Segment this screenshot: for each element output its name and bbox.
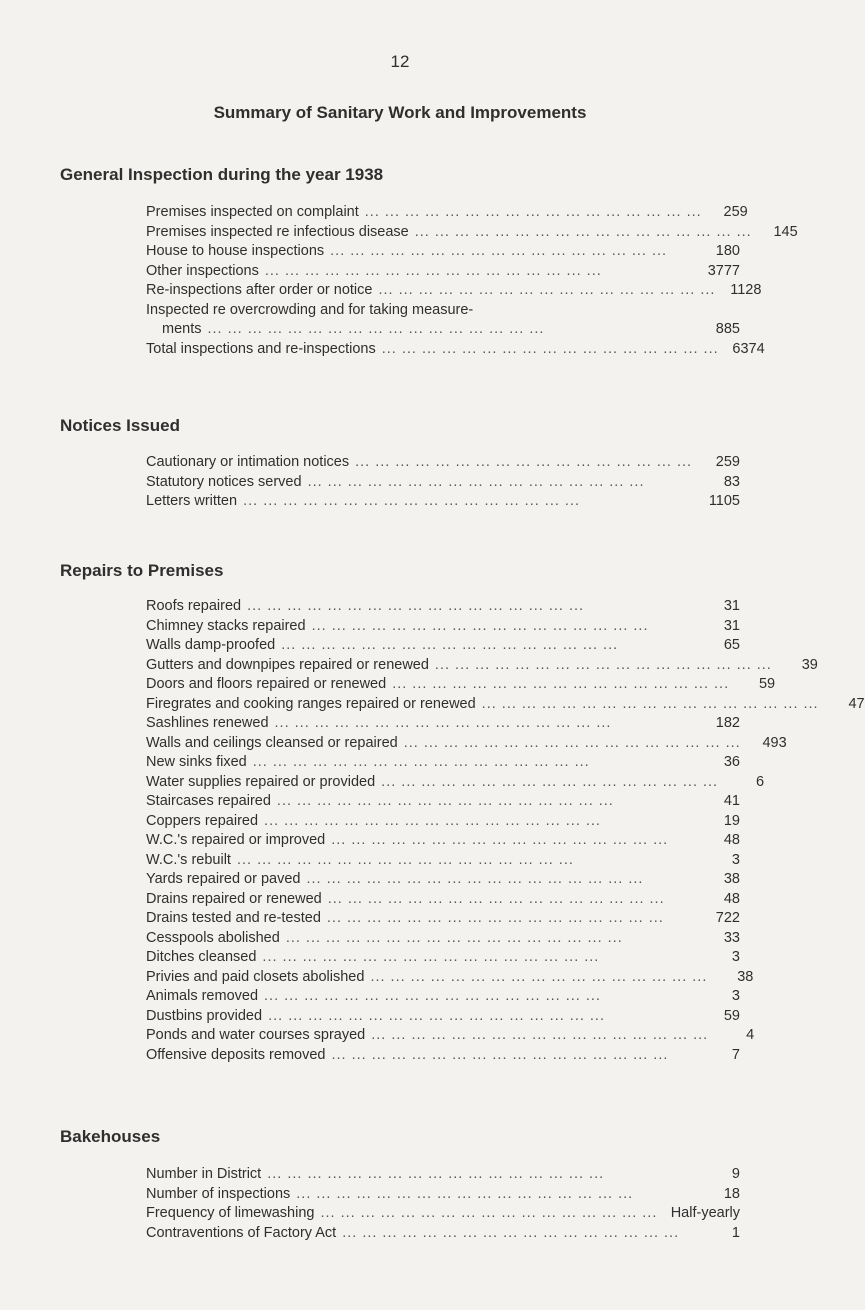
entry-label: Ponds and water courses sprayed <box>146 1027 366 1043</box>
entry-value: 9 <box>731 1166 740 1182</box>
entry-row <box>146 948 740 968</box>
entry-label: Cautionary or intimation notices <box>146 454 350 470</box>
entry-row <box>146 909 740 929</box>
dot-leader: ... ... ... ... ... ... ... ... ... ... ... ... ... ... ... ... ... <box>355 454 693 470</box>
entry-label: Drains tested and re-tested <box>146 910 321 926</box>
entry-row <box>146 1165 740 1185</box>
entry-value: 48 <box>723 890 740 907</box>
entry-list <box>146 597 865 1065</box>
entry-value: 1105 <box>708 493 740 509</box>
entry-value: 59 <box>758 676 776 692</box>
entry-value: 47 <box>848 695 865 712</box>
dot-leader: ... ... ... ... ... ... ... ... ... ... ... ... ... ... ... ... ... <box>236 851 574 868</box>
entry-row <box>146 1185 740 1205</box>
dot-leader: ... ... ... ... ... ... ... ... ... ... ... ... ... ... ... ... ... <box>330 243 668 259</box>
entry-value: 7 <box>731 1046 740 1063</box>
entry-row <box>146 792 740 812</box>
entry-value: 31 <box>723 617 740 634</box>
entry-row-continuation <box>146 320 740 340</box>
entry-label: Statutory notices served <box>146 473 302 490</box>
entry-row <box>146 734 787 754</box>
entry-row <box>146 636 740 656</box>
entry-row <box>146 812 740 832</box>
dot-leader: ... ... ... ... ... ... ... ... ... ... ... ... ... ... ... ... ... <box>371 1027 709 1043</box>
entry-value: 4 <box>746 1027 755 1043</box>
entry-value: 31 <box>723 598 740 614</box>
entry-value: 1 <box>731 1224 740 1241</box>
dot-leader: ... ... ... ... ... ... ... ... ... ... ... ... ... ... ... ... ... <box>392 676 730 692</box>
entry-row <box>146 473 740 493</box>
dot-leader: ... ... ... ... ... ... ... ... ... ... ... ... ... ... ... ... ... <box>381 340 719 357</box>
entry-value: 65 <box>723 637 740 653</box>
entry-value: 3 <box>731 851 740 868</box>
dot-leader: ... ... ... ... ... ... ... ... ... ... ... ... ... ... ... ... ... <box>342 1224 680 1241</box>
dot-leader: ... ... ... ... ... ... ... ... ... ... ... ... ... ... ... ... ... <box>285 929 623 946</box>
entry-value: 38 <box>723 871 740 887</box>
entry-row <box>146 203 748 223</box>
entry-value: 33 <box>723 929 740 946</box>
entry-row <box>146 870 740 890</box>
dot-leader: ... ... ... ... ... ... ... ... ... ... ... ... ... ... ... ... ... <box>264 988 601 1004</box>
entry-label: Coppers repaired <box>146 812 259 829</box>
entry-row <box>146 929 740 949</box>
dot-leader: ... ... ... ... ... ... ... ... ... ... ... ... ... ... ... ... ... <box>326 910 664 926</box>
entry-label: Gutters and downpipes repaired or renewed <box>146 656 429 673</box>
entry-row <box>146 1224 740 1244</box>
entry-row <box>146 851 740 871</box>
entry-row <box>146 340 765 360</box>
entry-row <box>146 695 865 715</box>
entry-label: Roofs repaired <box>146 598 242 614</box>
page-number: 12 <box>390 52 410 71</box>
dot-leader: ... ... ... ... ... ... ... ... ... ... ... ... ... ... ... ... ... <box>403 734 741 751</box>
dot-leader: ... ... ... ... ... ... ... ... ... ... ... ... ... ... ... ... ... <box>307 473 645 490</box>
entry-value: 182 <box>715 715 740 731</box>
entry-row <box>146 675 776 695</box>
dot-leader: ... ... ... ... ... ... ... ... ... ... ... ... ... ... ... ... ... <box>311 617 649 634</box>
entry-value: 48 <box>723 832 740 848</box>
entry-label: Dustbins provided <box>146 1007 263 1024</box>
section-general-inspection <box>0 164 800 357</box>
dot-leader: ... ... ... ... ... ... ... ... ... ... ... ... ... ... ... ... ... <box>320 1205 658 1221</box>
entry-label: House to house inspections <box>146 243 325 259</box>
entry-row <box>146 714 740 734</box>
dot-leader: ... ... ... ... ... ... ... ... ... ... ... ... ... ... ... ... ... <box>414 223 752 240</box>
entry-value: 145 <box>773 223 798 240</box>
section-heading: Notices Issued <box>60 416 180 435</box>
entry-row <box>146 242 740 262</box>
entry-label: Firegrates and cooking ranges repaired or renewed <box>146 695 476 712</box>
entry-value: 18 <box>723 1185 740 1202</box>
entry-row <box>146 453 740 473</box>
entry-value: 493 <box>762 734 787 751</box>
entry-list <box>146 203 798 359</box>
dot-leader: ... ... ... ... ... ... ... ... ... ... ... ... ... ... ... ... ... <box>434 656 772 673</box>
entry-row <box>146 753 740 773</box>
entry-row <box>146 262 740 282</box>
entry-row <box>146 597 740 617</box>
dot-leader: ... ... ... ... ... ... ... ... ... ... ... ... ... ... ... ... ... <box>281 637 619 653</box>
dot-leader: ... ... ... ... ... ... ... ... ... ... ... ... ... ... ... ... ... <box>264 812 601 829</box>
section-bakehouses <box>0 1126 800 1241</box>
entry-value: Half-yearly <box>670 1205 740 1221</box>
entry-row <box>146 301 740 321</box>
dot-leader: ... ... ... ... ... ... ... ... ... ... ... ... ... ... ... ... ... <box>378 282 716 298</box>
entry-label: Cesspools abolished <box>146 929 280 946</box>
dot-leader: ... ... ... ... ... ... ... ... ... ... ... ... ... ... ... ... ... <box>306 871 644 887</box>
entry-label: Water supplies repaired or provided <box>146 773 376 790</box>
entry-row <box>146 281 762 301</box>
entry-label: Chimney stacks repaired <box>146 617 306 634</box>
dot-leader: ... ... ... ... ... ... ... ... ... ... ... ... ... ... ... ... ... <box>262 949 600 965</box>
entry-value: 722 <box>715 910 740 926</box>
entry-label: Number of inspections <box>146 1185 291 1202</box>
section-heading: General Inspection during the year 1938 <box>60 165 384 184</box>
dot-leader: ... ... ... ... ... ... ... ... ... ... ... ... ... ... ... ... ... <box>481 695 819 712</box>
dot-leader: ... ... ... ... ... ... ... ... ... ... ... ... ... ... ... ... ... <box>327 890 665 907</box>
entry-label: Letters written <box>146 493 238 509</box>
dot-leader: ... ... ... ... ... ... ... ... ... ... ... ... ... ... ... ... ... <box>264 262 602 279</box>
entry-value: 259 <box>715 454 740 470</box>
entry-row <box>146 492 740 512</box>
entry-list <box>146 453 740 512</box>
section-heading: Repairs to Premises <box>60 561 224 580</box>
entry-value: 885 <box>715 321 740 337</box>
entry-label: Walls damp-proofed <box>146 637 276 653</box>
entry-label: Walls and ceilings cleansed or repaired <box>146 734 398 751</box>
entry-row <box>146 890 740 910</box>
entry-label: Premises inspected re infectious disease <box>146 223 409 240</box>
entry-value: 39 <box>801 656 818 673</box>
entry-label: Drains repaired or renewed <box>146 890 322 907</box>
dot-leader: ... ... ... ... ... ... ... ... ... ... ... ... ... ... ... ... ... <box>252 754 590 770</box>
entry-label: Number in District <box>146 1166 262 1182</box>
entry-row <box>146 656 818 676</box>
dot-leader: ... ... ... ... ... ... ... ... ... ... ... ... ... ... ... ... ... <box>370 968 708 985</box>
entry-row <box>146 617 740 637</box>
entry-label: Doors and floors repaired or renewed <box>146 676 387 692</box>
entry-row <box>146 1204 740 1224</box>
entry-row <box>146 1026 755 1046</box>
entry-value: 3 <box>731 988 740 1004</box>
dot-leader: ... ... ... ... ... ... ... ... ... ... ... ... ... ... ... ... ... <box>268 1007 605 1024</box>
dot-leader: ... ... ... ... ... ... ... ... ... ... ... ... ... ... ... ... ... <box>207 321 545 337</box>
entry-row <box>146 1046 740 1066</box>
entry-value: 180 <box>715 243 740 259</box>
entry-value: 259 <box>723 204 748 220</box>
section-repairs-to-premises <box>0 560 865 1063</box>
entry-value: 19 <box>723 812 740 829</box>
entry-list <box>146 1165 740 1243</box>
entry-value: 38 <box>737 968 754 985</box>
entry-value: 36 <box>723 754 740 770</box>
entry-value: 3777 <box>707 262 740 279</box>
entry-label: Contraventions of Factory Act <box>146 1224 337 1241</box>
entry-label: Yards repaired or paved <box>146 871 301 887</box>
entry-label: Total inspections and re-inspections <box>146 340 376 357</box>
entry-value: 83 <box>723 473 740 490</box>
entry-label: Sashlines renewed <box>146 715 269 731</box>
section-heading: Bakehouses <box>60 1127 161 1146</box>
entry-row <box>146 223 798 243</box>
entry-label: Privies and paid closets abolished <box>146 968 365 985</box>
dot-leader: ... ... ... ... ... ... ... ... ... ... ... ... ... ... ... ... ... <box>364 204 702 220</box>
entry-row <box>146 773 765 793</box>
entry-row <box>146 831 740 851</box>
entry-label: Offensive deposits removed <box>146 1046 326 1063</box>
dot-leader: ... ... ... ... ... ... ... ... ... ... ... ... ... ... ... ... ... <box>381 773 719 790</box>
entry-label-continuation: ments <box>162 321 202 337</box>
entry-label: Re-inspections after order or notice <box>146 282 373 298</box>
entry-value: 6374 <box>732 340 765 357</box>
entry-label: W.C.'s rebuilt <box>146 851 231 868</box>
entry-label: Other inspections <box>146 262 259 279</box>
entry-label: Inspected re overcrowding and for taking measure- <box>146 301 474 318</box>
dot-leader: ... ... ... ... ... ... ... ... ... ... ... ... ... ... ... ... ... <box>276 793 614 809</box>
entry-label: Premises inspected on complaint <box>146 204 359 220</box>
entry-label: New sinks fixed <box>146 754 247 770</box>
dot-leader: ... ... ... ... ... ... ... ... ... ... ... ... ... ... ... ... ... <box>274 715 612 731</box>
dot-leader: ... ... ... ... ... ... ... ... ... ... ... ... ... ... ... ... ... <box>267 1166 605 1182</box>
entry-row <box>146 968 754 988</box>
entry-label: Animals removed <box>146 988 259 1004</box>
entry-value: 59 <box>723 1007 740 1024</box>
dot-leader: ... ... ... ... ... ... ... ... ... ... ... ... ... ... ... ... ... <box>331 832 669 848</box>
entry-label: Ditches cleansed <box>146 949 257 965</box>
entry-label: Staircases repaired <box>146 793 271 809</box>
entry-value: 6 <box>756 773 765 790</box>
page-title: Summary of Sanitary Work and Improvements <box>213 103 587 122</box>
entry-row <box>146 1007 740 1027</box>
entry-row <box>146 987 740 1007</box>
dot-leader: ... ... ... ... ... ... ... ... ... ... ... ... ... ... ... ... ... <box>243 493 580 509</box>
entry-label: W.C.'s repaired or improved <box>146 832 326 848</box>
entry-label: Frequency of limewashing <box>146 1205 315 1221</box>
entry-value: 3 <box>731 949 740 965</box>
dot-leader: ... ... ... ... ... ... ... ... ... ... ... ... ... ... ... ... ... <box>296 1185 634 1202</box>
entry-value: 41 <box>723 793 740 809</box>
dot-leader: ... ... ... ... ... ... ... ... ... ... ... ... ... ... ... ... ... <box>247 598 585 614</box>
dot-leader: ... ... ... ... ... ... ... ... ... ... ... ... ... ... ... ... ... <box>331 1046 669 1063</box>
entry-value: 1128 <box>730 282 762 298</box>
section-notices-issued <box>0 415 800 509</box>
